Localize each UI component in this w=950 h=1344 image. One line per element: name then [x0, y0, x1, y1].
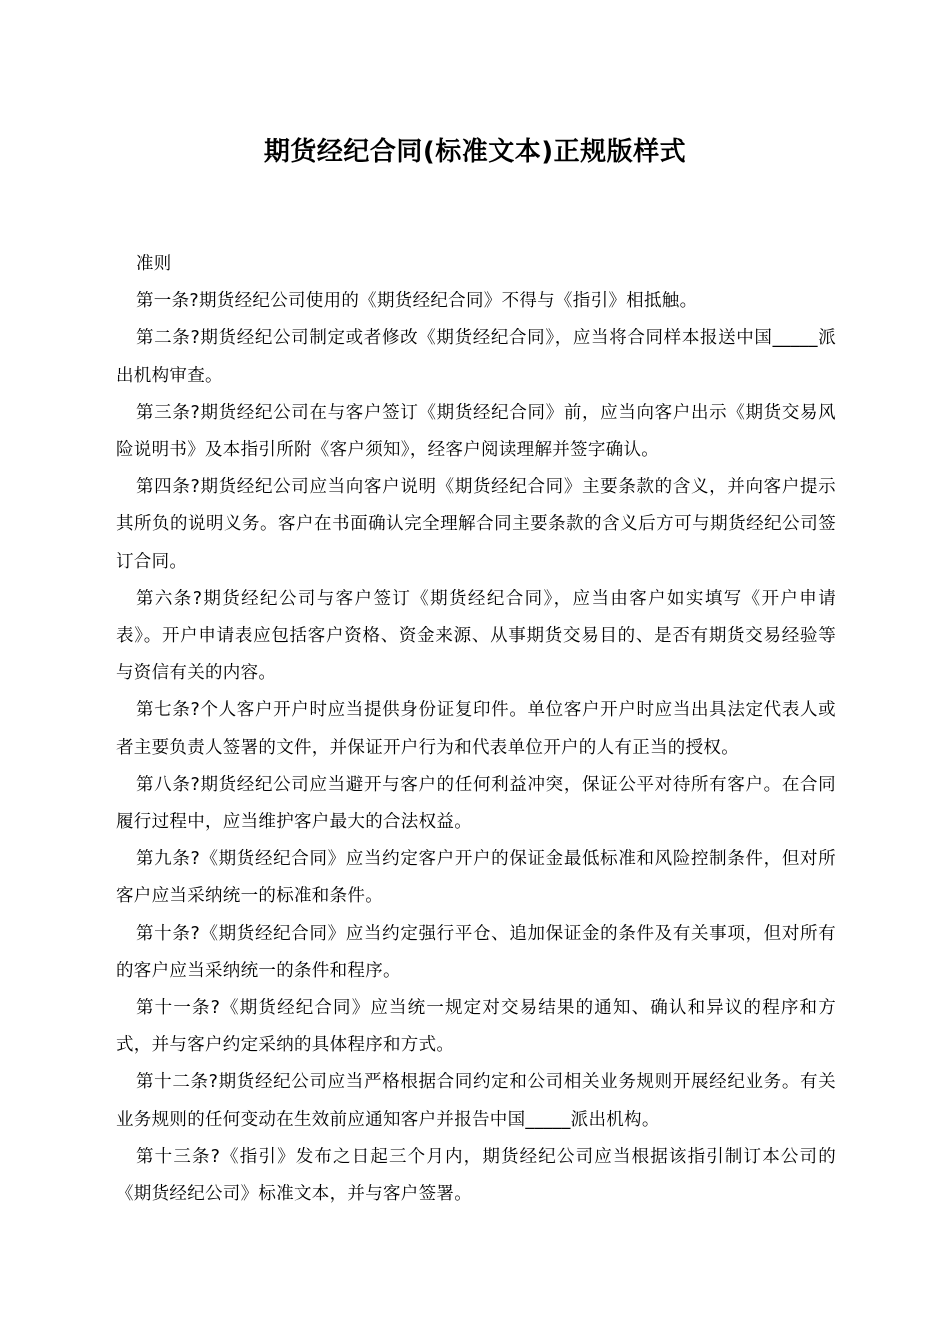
article-11: 第十一条?《期货经纪合同》应当统一规定对交易结果的通知、确认和异议的程序和方式，并与客户约定采纳的具体程序和方式。 [116, 998, 836, 1056]
article-8: 第八条?期货经纪公司应当避开与客户的任何利益冲突，保证公平对待所有客户。在合同履行过程中，应当维护客户最大的合法权益。 [116, 774, 836, 833]
article-1: 第一条?期货经纪公司使用的《期货经纪合同》不得与《指引》相抵触。 [136, 291, 698, 312]
article-10: 第十条?《期货经纪合同》应当约定强行平仓、追加保证金的条件及有关事项，但对所有的客户应当采纳统一的条件和程序。 [116, 923, 836, 981]
document-body [116, 246, 836, 1213]
article-3: 第三条?期货经纪公司在与客户签订《期货经纪合同》前，应当向客户出示《期货交易风险说明书》及本指引所附《客户须知》，经客户阅读理解并签字确认。 [116, 402, 836, 461]
article-4: 第四条?期货经纪公司应当向客户说明《期货经纪合同》主要条款的含义，并向客户提示其所负的说明义务。客户在书面确认完全理解合同主要条款的含义后方可与期货经纪公司签订合同。 [116, 477, 836, 572]
section-heading: 准则 [136, 254, 172, 274]
article-7: 第七条?个人客户开户时应当提供身份证复印件。单位客户开户时应当出具法定代表人或者主要负责人签署的文件，并保证开户行为和代表单位开户的人有正当的授权。 [116, 700, 836, 758]
article-2: 第二条?期货经纪公司制定或者修改《期货经纪合同》，应当将合同样本报送中国_____派出机构审查。 [116, 328, 836, 386]
article-12: 第十二条?期货经纪公司应当严格根据合同约定和公司相关业务规则开展经纪业务。有关业务规则的任何变动在生效前应通知客户并报告中国_____派出机构。 [116, 1072, 836, 1130]
article-9: 第九条?《期货经纪合同》应当约定客户开户的保证金最低标准和风险控制条件，但对所客户应当采纳统一的标准和条件。 [116, 849, 836, 907]
article-6: 第六条?期货经纪公司与客户签订《期货经纪合同》，应当由客户如实填写《开户申请表》。开户申请表应包括客户资格、资金来源、从事期货交易目的、是否有期货交易经验等与资信有关的内容。 [116, 588, 836, 684]
document-title: 期货经纪合同(标准文本)正规版样式 [263, 137, 687, 167]
article-13: 第十三条?《指引》发布之日起三个月内，期货经纪公司应当根据该指引制订本公司的《期货经纪公司》标准文本，并与客户签署。 [116, 1146, 836, 1205]
